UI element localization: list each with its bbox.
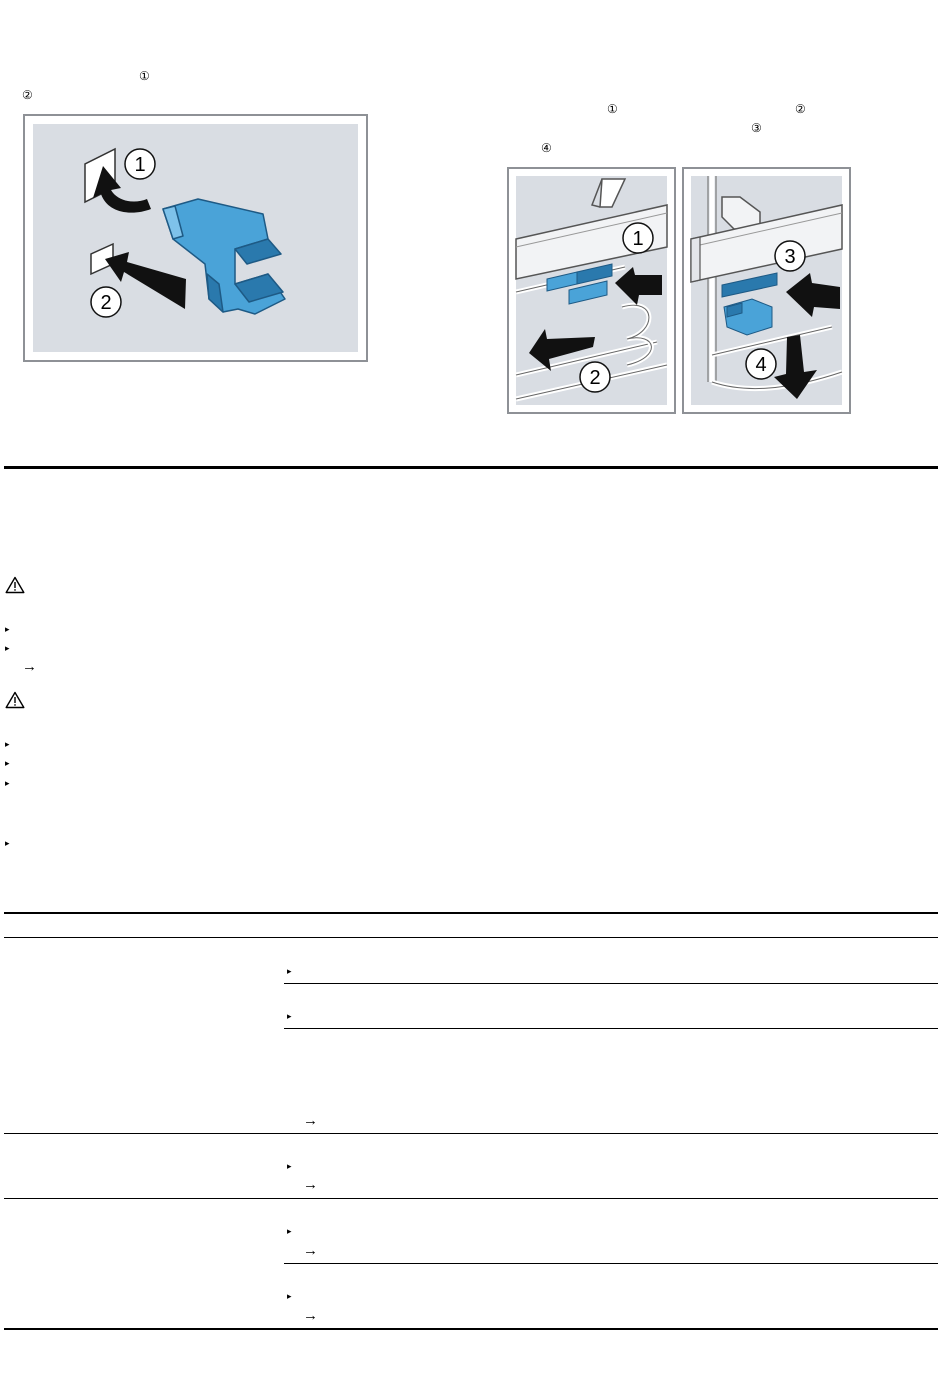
right-arrow-icon: → <box>22 658 37 675</box>
bullet-triangle-icon: ▸ <box>287 1226 292 1236</box>
table-rule <box>4 1133 938 1134</box>
callout-right-4: 4 <box>755 354 767 376</box>
step-marker-r3: ③ <box>751 121 762 135</box>
bullet-triangle-icon: ▸ <box>5 739 10 749</box>
warning-triangle-icon <box>5 691 25 709</box>
bullet-triangle-icon: ▸ <box>287 1011 292 1021</box>
figure-rail-release-b <box>682 167 851 414</box>
callout-left-2: 2 <box>100 292 112 314</box>
figure-rail-release-a <box>507 167 676 414</box>
section-divider <box>4 466 938 469</box>
table-rule <box>4 912 938 914</box>
step-marker-r4: ④ <box>541 141 552 155</box>
figure-clip-insertion <box>23 114 368 362</box>
callout-right-2: 2 <box>589 367 601 389</box>
step-marker-1: ① <box>139 69 150 83</box>
warning-triangle-icon <box>5 576 25 594</box>
bullet-triangle-icon: ▸ <box>5 624 10 634</box>
bullet-triangle-icon: ▸ <box>287 966 292 976</box>
right-arrow-icon: → <box>303 1307 318 1324</box>
right-arrow-icon: → <box>303 1112 318 1129</box>
table-rule <box>4 937 938 938</box>
callout-right-1: 1 <box>632 228 644 250</box>
table-rule <box>284 1028 938 1029</box>
table-rule <box>4 1328 938 1330</box>
table-rule <box>284 983 938 984</box>
callout-left-1: 1 <box>134 154 146 176</box>
table-rule <box>284 1263 938 1264</box>
step-marker-r2: ② <box>795 102 806 116</box>
bullet-triangle-icon: ▸ <box>5 758 10 768</box>
step-marker-2: ② <box>22 88 33 102</box>
bullet-triangle-icon: ▸ <box>5 643 10 653</box>
bullet-triangle-icon: ▸ <box>5 778 10 788</box>
bullet-triangle-icon: ▸ <box>287 1161 292 1171</box>
callout-right-3: 3 <box>784 246 796 268</box>
step-marker-r1: ① <box>607 102 618 116</box>
right-arrow-icon: → <box>303 1242 318 1259</box>
bullet-triangle-icon: ▸ <box>5 838 10 848</box>
table-rule <box>4 1198 938 1199</box>
bullet-triangle-icon: ▸ <box>287 1291 292 1301</box>
right-arrow-icon: → <box>303 1176 318 1193</box>
